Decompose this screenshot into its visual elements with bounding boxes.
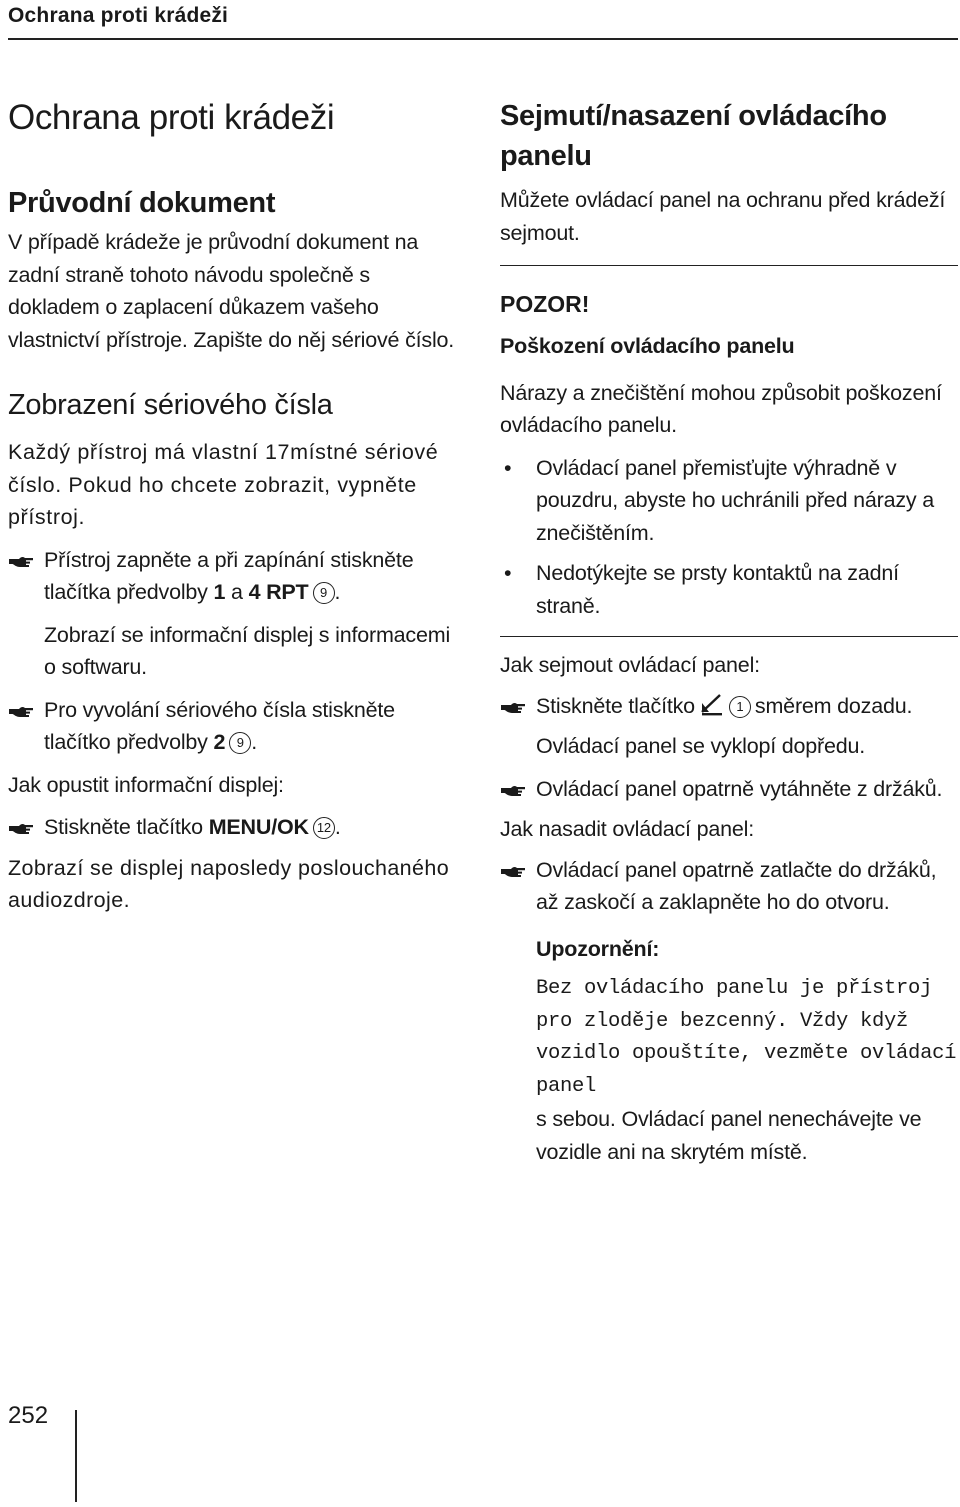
instruction-step xyxy=(500,773,958,806)
document-paragraph: V případě krádeže je průvodní dokument na zadní straně tohoto návodu společně s dokladem o zaplacení důkazem vašeho vlastnictví přístroje. Zapište do něj sériové číslo. xyxy=(8,230,455,352)
instruction-step xyxy=(500,854,958,919)
right-column xyxy=(500,96,958,1168)
step-result: Zobrazí se informační displej s informacemi o softwaru. xyxy=(44,622,451,679)
step-text: . xyxy=(251,730,258,754)
bullet-dot-icon: • xyxy=(504,561,512,585)
step-text: Ovládací panel opatrně zatlačte do držáků, až zaskočí a zaklapněte ho do otvoru. xyxy=(536,857,937,914)
step-result: Zobrazí se displej naposledy poslouchaného audiozdroje. xyxy=(8,855,450,912)
step-text: Přístroj zapněte a při zapínání stiskněte tlačítka předvolby xyxy=(44,547,414,604)
bullet-text: Ovládací panel přemisťujte výhradně v pouzdru, abyste ho uchránili před nárazy a znečištěním. xyxy=(536,455,934,545)
instruction-step xyxy=(8,544,463,609)
pointing-hand-icon xyxy=(500,701,526,715)
step-text: . xyxy=(334,815,341,839)
pointing-hand-icon xyxy=(500,784,526,798)
pointing-hand-icon xyxy=(500,865,526,879)
pointing-hand-icon xyxy=(8,555,34,569)
warning-bullet xyxy=(500,557,958,622)
warning-title: Poškození ovládacího panelu xyxy=(500,334,795,358)
callout-number: 12 xyxy=(313,817,335,839)
step-text: Ovládací panel opatrně vytáhněte z držáků. xyxy=(536,776,943,801)
bullet-dot-icon: • xyxy=(504,455,512,480)
page-number: 252 xyxy=(8,1402,49,1429)
attach-title: Jak nasadit ovládací panel: xyxy=(500,817,754,841)
callout-number: 9 xyxy=(313,582,335,604)
warning-body: Nárazy a znečištění mohou způsobit poškození ovládacího panelu. xyxy=(500,380,942,437)
note-box xyxy=(500,933,958,1169)
step-text: Stiskněte tlačítko xyxy=(44,815,209,839)
warning-label: POZOR! xyxy=(500,291,590,317)
note-label: Upozornění: xyxy=(536,936,660,961)
button-ref: 4 RPT xyxy=(248,580,309,604)
instruction-step xyxy=(500,690,958,723)
step-text: a xyxy=(225,580,249,604)
callout-number: 1 xyxy=(729,696,751,718)
step-text: Pro vyvolání sériového čísla stiskněte tlačítko předvolby xyxy=(44,697,395,754)
running-header: Ochrana proti krádeži xyxy=(8,4,958,40)
page-title: Ochrana proti krádeži xyxy=(8,98,335,137)
remove-title: Jak sejmout ovládací panel: xyxy=(500,653,760,677)
pointing-hand-icon xyxy=(8,822,34,836)
note-text: Bez ovládacího panelu je přístroj pro zloděje bezcenný. Vždy když vozidlo opouštíte, vezměte ovládací panel xyxy=(536,977,957,1098)
step-result: Ovládací panel se vyklopí dopředu. xyxy=(536,734,866,758)
left-column xyxy=(8,96,463,917)
section-heading-document: Průvodní dokument xyxy=(8,187,276,219)
step-text: Stiskněte tlačítko xyxy=(536,693,695,718)
callout-number: 9 xyxy=(229,732,251,754)
step-text: směrem dozadu. xyxy=(754,693,913,718)
note-text: s sebou. Ovládací panel nenechávejte ve vozidle ani na skrytém místě. xyxy=(536,1107,922,1164)
instruction-step xyxy=(8,811,463,844)
footer-divider xyxy=(75,1410,77,1502)
bullet-text: Nedotýkejte se prsty kontaktů na zadní straně. xyxy=(536,561,899,618)
button-ref: 2 xyxy=(213,730,226,754)
panel-intro: Můžete ovládací panel na ochranu před krádeží sejmout. xyxy=(500,188,946,245)
divider xyxy=(500,265,958,266)
eject-release-icon xyxy=(699,692,725,716)
warning-box xyxy=(500,288,958,622)
warning-bullet xyxy=(500,452,958,550)
button-ref: MENU/OK xyxy=(208,815,309,839)
divider xyxy=(500,636,958,637)
serial-paragraph: Každý přístroj má vlastní 17místné sériové číslo. Pokud ho chcete zobrazit, vypněte přístroj. xyxy=(8,440,439,529)
exit-title: Jak opustit informační displej: xyxy=(8,772,284,797)
section-heading-panel: Sejmutí/nasazení ovládacího panelu xyxy=(500,100,887,172)
pointing-hand-icon xyxy=(8,705,34,719)
step-text: . xyxy=(334,580,341,604)
section-heading-serial: Zobrazení sériového čísla xyxy=(8,389,333,421)
button-ref: 1 xyxy=(213,580,226,604)
instruction-step xyxy=(8,694,463,759)
